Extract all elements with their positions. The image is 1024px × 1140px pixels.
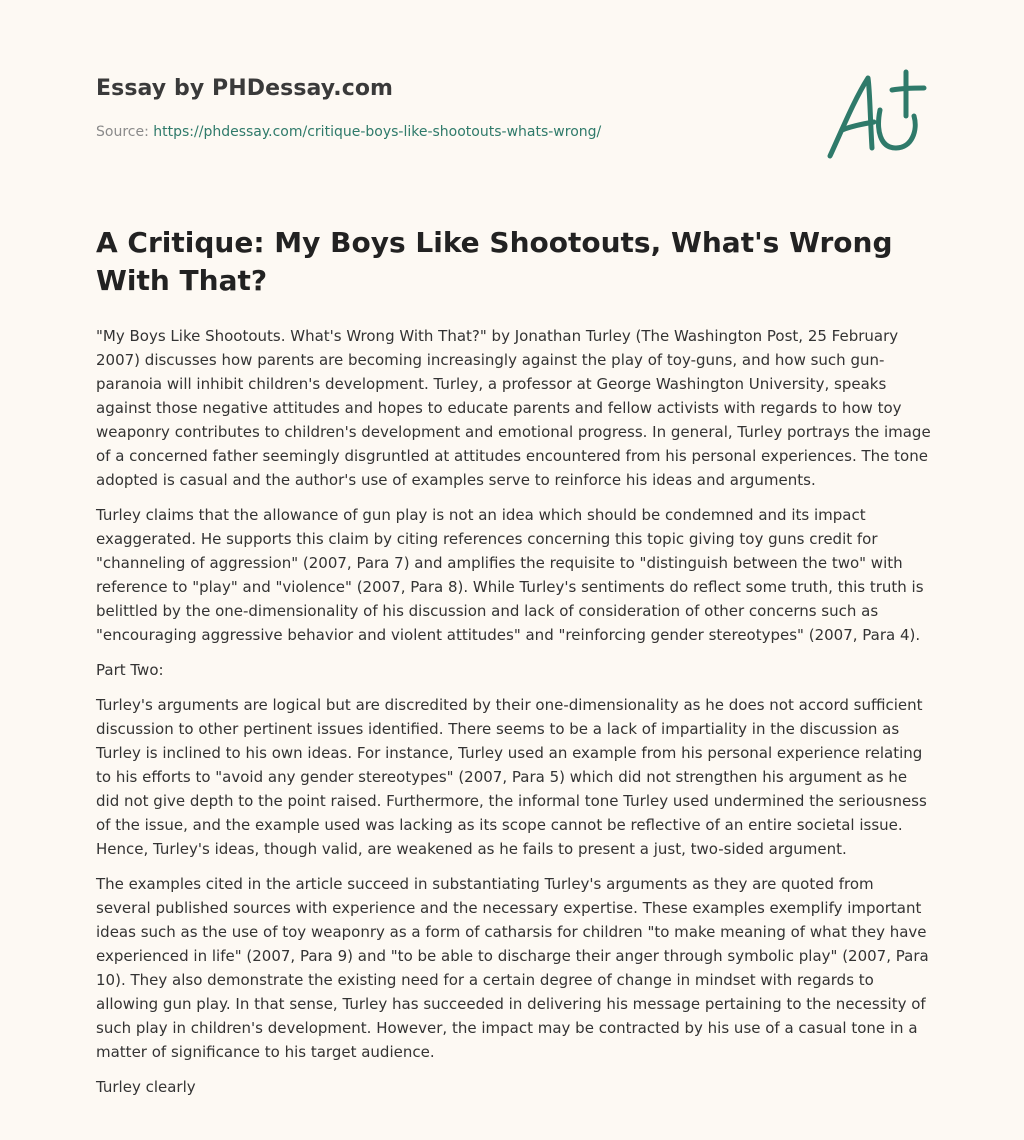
source-line [96,124,601,140]
brand-title: Essay by PHDessay.com [96,76,394,101]
a-plus-logo-icon [820,64,930,164]
section-heading: Part Two: [96,661,164,679]
essay-paragraph: Turley clearly [96,1078,196,1096]
essay-paragraph: "My Boys Like Shootouts. What's Wrong With That?" by Jonathan Turley (The Washington Post, 25 February 2007) discusses how parents are becoming increasingly against the play of toy-guns, and how such gun-paranoia will inhibit children's development. Turley, a professor at George Washington University, speaks against those negative attitudes and hopes to educate parents and fellow activists with regards to how toy weaponry contributes to children's development and emotional progress. In general, Turley portrays the image of a concerned father seemingly disgruntled at attitudes encountered from his personal experiences. The tone adopted is casual and the author's use of examples serve to reinforce his ideas and arguments. [96,327,931,489]
essay-body [96,324,932,1110]
essay-paragraph: Turley claims that the allowance of gun play is not an idea which should be condemned and its impact exaggerated. He supports this claim by citing references concerning this topic giving toy guns credit for "channeling of aggression" (2007, Para 7) and amplifies the requisite to "distinguish between the two" with reference to "play" and "violence" (2007, Para 8). While Turley's sentiments do reflect some truth, this truth is belittled by the one-dimensionality of his discussion and lack of consideration of other concerns such as "encouraging aggressive behavior and violent attitudes" and "reinforcing gender stereotypes" (2007, Para 4). [96,506,924,644]
essay-paragraph: Turley's arguments are logical but are discredited by their one-dimensionality as he does not accord sufficient discussion to other pertinent issues identified. There seems to be a lack of impartiality in the discussion as Turley is inclined to his own ideas. For instance, Turley used an example from his personal experience relating to his efforts to "avoid any gender stereotypes" (2007, Para 5) which did not strengthen his argument as he did not give depth to the point raised. Furthermore, the informal tone Turley used undermined the seriousness of the issue, and the example used was lacking as its scope cannot be reflective of an entire societal issue. Hence, Turley's ideas, though valid, are weakened as he fails to present a just, two-sided argument. [96,696,927,858]
essay-paragraph: The examples cited in the article succeed in substantiating Turley's arguments as they are quoted from several published sources with experience and the necessary expertise. These examples exemplify important ideas such as the use of toy weaponry as a form of catharsis for children "to make meaning of what they have experienced in life" (2007, Para 9) and "to be able to discharge their anger through symbolic play" (2007, Para 10). They also demonstrate the existing need for a certain degree of change in mindset with regards to allowing gun play. In that sense, Turley has succeeded in delivering his message pertaining to the necessity of such play in children's development. However, the impact may be contracted by his use of a casual tone in a matter of significance to his target audience. [96,875,929,1061]
source-link[interactable]: https://phdessay.com/critique-boys-like-shootouts-whats-wrong/ [153,124,602,140]
source-label: Source: [96,124,149,140]
essay-title: A Critique: My Boys Like Shootouts, What's Wrong With That? [96,226,893,297]
